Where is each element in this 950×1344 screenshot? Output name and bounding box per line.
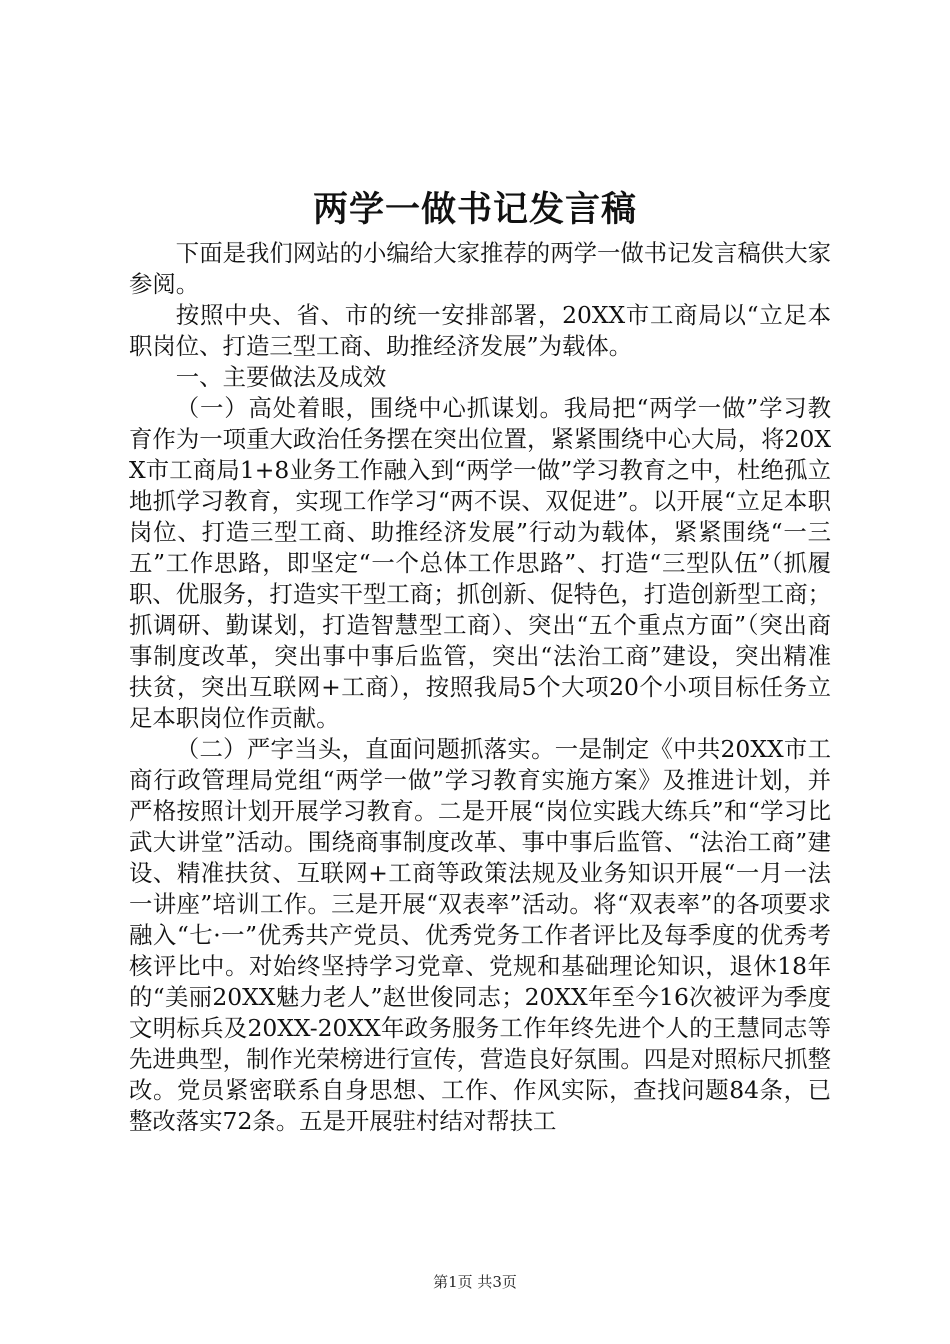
section-heading: 一、主要做法及成效 — [175, 363, 387, 391]
document-body — [129, 238, 831, 1137]
page-footer: 第1页 共3页 — [433, 1273, 517, 1291]
document-title: 两学一做书记发言稿 — [312, 189, 637, 230]
paragraph-point-one: （一）高处着眼，围绕中心抓谋划。我局把“两学一做”学习教育作为一项重大政治任务摆在突出位置，紧紧围绕中心大局，将20XX市工商局1+8业务工作融入到“两学一做”学习教育之中，杜绝孤立地抓学习教育，实现工作学习“两不误、双促进”。以开展“立足本职岗位、打造三型工商、助推经济发展”行动为载体，紧紧围绕“一三五”工作思路，即坚定“一个总体工作思路”、打造“三型队伍”（抓履职、优服务，打造实干型工商；抓创新、促特色，打造创新型工商；抓调研、勤谋划，打造智慧型工商）、突出“五个重点方面”（突出商事制度改革，突出事中事后监管，突出“法治工商”建设，突出精准扶贫，突出互联网+工商），按照我局5个大项20个小项目标任务立足本职岗位作贡献。 — [129, 394, 831, 732]
paragraph-background: 按照中央、省、市的统一安排部署，20XX市工商局以“立足本职岗位、打造三型工商、助推经济发展”为载体。 — [129, 301, 831, 360]
paragraph-point-two: （二）严字当头，直面问题抓落实。一是制定《中共20XX市工商行政管理局党组“两学一做”学习教育实施方案》及推进计划，并严格按照计划开展学习教育。二是开展“岗位实践大练兵”和“学习比武大讲堂”活动。围绕商事制度改革、事中事后监管、“法治工商”建设、精准扶贫、互联网+工商等政策法规及业务知识开展“一月一法一讲座”培训工作。三是开展“双表率”活动。将“双表率”的各项要求融入“七·一”优秀共产党员、优秀党务工作者评比及每季度的优秀考核评比中。对始终坚持学习党章、党规和基础理论知识，退休18年的“美丽20XX魅力老人”赵世俊同志；20XX年至今16次被评为季度文明标兵及20XX-20XX年政务服务工作年终先进个人的王慧同志等先进典型，制作光荣榜进行宣传，营造良好氛围。四是对照标尺抓整改。党员紧密联系自身思想、工作、作风实际，查找问题84条，已整改落实72条。五是开展驻村结对帮扶工 — [129, 735, 831, 1135]
paragraph-intro: 下面是我们网站的小编给大家推荐的两学一做书记发言稿供大家参阅。 — [129, 239, 831, 298]
